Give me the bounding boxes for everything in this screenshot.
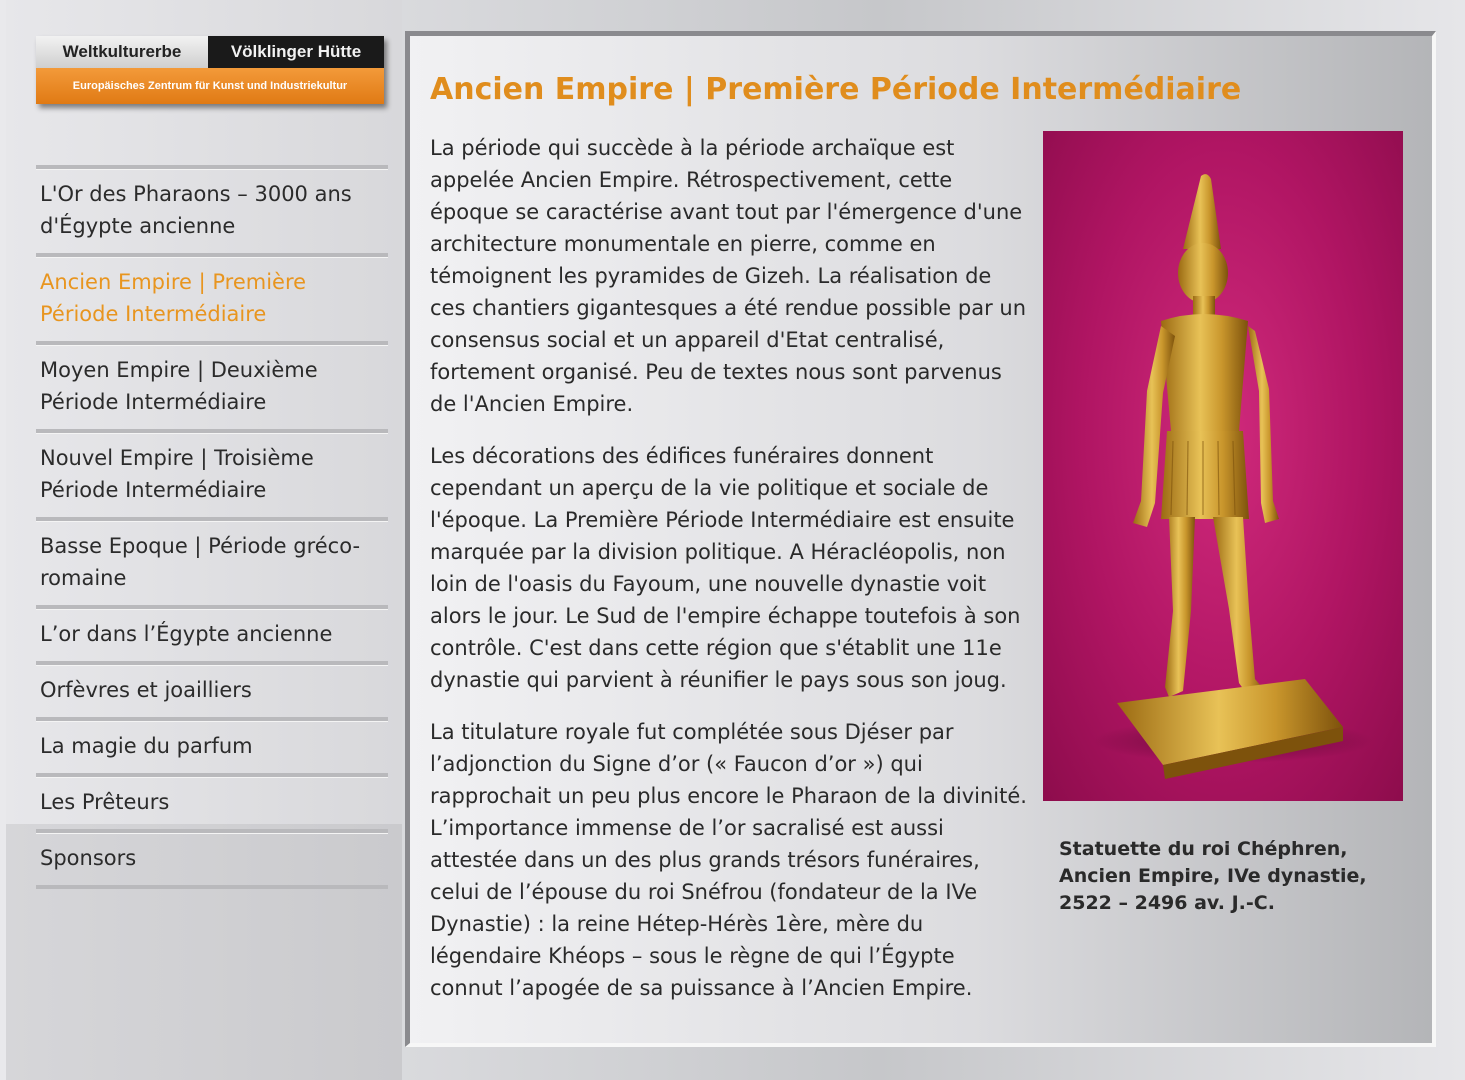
nav-item-nouvel-empire[interactable]: Nouvel Empire | Troisième Période Intermédiaire: [36, 429, 388, 517]
paragraph: La période qui succède à la période archaïque est appelée Ancien Empire. Rétrospectivement, cette époque se caractérise avant tout par l'émergence d'une architecture monumentale en pierre, comme en témoignent les pyramides de Gizeh. La réalisation de ces chantiers gigantesques a été rendue possible par un consensus social et un appareil d'Etat centralisé, fortement organisé. Peu de textes nous sont parvenus de l'Ancien Empire.: [430, 136, 1027, 416]
nav-item-magie-parfum[interactable]: La magie du parfum: [36, 717, 388, 773]
site-logo[interactable]: [36, 36, 384, 104]
sidebar: [6, 0, 402, 1080]
nav-item-preteurs[interactable]: Les Prêteurs: [36, 773, 388, 829]
nav-item-or-des-pharaons[interactable]: L'Or des Pharaons – 3000 ans d'Égypte ancienne: [36, 165, 388, 253]
statuette-figure: [1043, 131, 1403, 801]
page-title: Ancien Empire | Première Période Intermédiaire: [430, 72, 1242, 107]
paragraph: Les décorations des édifices funéraires donnent cependant un aperçu de la vie politique et sociale de l'époque. La Première Période Intermédiaire est ensuite marquée par la division politique. A Héracléopolis, non loin de l'oasis du Fayoum, une nouvelle dynastie voit alors le jour. Le Sud de l'empire échappe toutefois à son contrôle. C'est dans cette région que s'établit une 11e dynastie qui parvient à réunifier le pays sous son joug.: [430, 444, 1021, 692]
statuette-photo: [1043, 131, 1403, 801]
paragraph: La titulature royale fut complétée sous Djéser par l’adjonction du Signe d’or (« Faucon d’or ») qui rapprochait un peu plus encore le Pharaon de la divinité. L’importance immense de l’or sacralisé est aussi attestée dans un des plus grands trésors funéraires, celui de l’épouse du roi Snéfrou (fondateur de la IVe Dynastie) : la reine Hétep-Hérès 1ère, mère du légendaire Khéops – sous le règne de qui l’Égypte connut l’apogée de sa puissance à l’Ancien Empire.: [430, 720, 1027, 1000]
nav-item-or-egypte-ancienne[interactable]: L’or dans l’Égypte ancienne: [36, 605, 388, 661]
nav-divider: [36, 885, 388, 889]
nav-item-sponsors[interactable]: Sponsors: [36, 829, 388, 885]
sidebar-nav: [36, 165, 388, 889]
nav-item-basse-epoque[interactable]: Basse Epoque | Période gréco-romaine: [36, 517, 388, 605]
article-body: [430, 132, 1030, 1024]
nav-item-orfevres[interactable]: Orfèvres et joailliers: [36, 661, 388, 717]
logo-subtitle: Europäisches Zentrum für Kunst und Industriekultur: [36, 68, 384, 104]
photo-caption: Statuette du roi Chéphren, Ancien Empire, IVe dynastie, 2522 – 2496 av. J.-C.: [1059, 838, 1367, 914]
nav-item-moyen-empire[interactable]: Moyen Empire | Deuxième Période Intermédiaire: [36, 341, 388, 429]
logo-text-weltkulturerbe: Weltkulturerbe: [36, 36, 208, 68]
logo-text-voelklinger-huette: Völklinger Hütte: [208, 36, 384, 68]
content-panel: [405, 31, 1436, 1047]
nav-item-ancien-empire[interactable]: Ancien Empire | Première Période Intermédiaire: [36, 253, 388, 341]
